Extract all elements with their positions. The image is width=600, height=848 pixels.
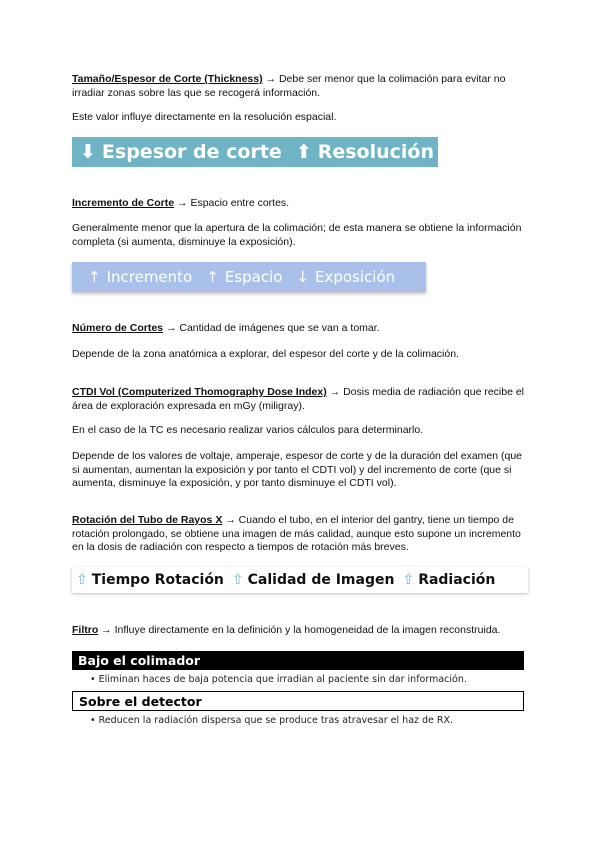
- rotation-paragraph: [72, 514, 532, 555]
- thickness-definition: Debe ser menor que la colimación para evitar no irradiar zonas sobre las que se recogerá información.: [72, 73, 506, 99]
- filter-arrow: →: [98, 624, 115, 636]
- banner-resolution-label: Resolución: [317, 141, 435, 163]
- banner-image-quality-label: Calidad de Imagen: [247, 572, 395, 588]
- rotation-banner: [72, 567, 528, 593]
- detector-filter-header: Sobre el detector: [72, 691, 524, 711]
- ctdi-note-1: En el caso de la TC es necesario realizar varios cálculos para determinarlo.: [72, 424, 424, 436]
- cuts-note: Depende de la zona anatómica a explorar, del espesor del corte y de la colimación.: [72, 348, 459, 360]
- banner-exposure-label: Exposición: [315, 268, 396, 286]
- banner-space-label: Espacio: [224, 268, 283, 286]
- increment-paragraph: [72, 197, 532, 211]
- banner-increment-label: Incremento: [106, 268, 193, 286]
- increment-note: Generalmente menor que la apertura de la colimación; de esta manera se obtiene la información completa (si aumenta, disminuye la exposición).: [72, 222, 522, 248]
- cuts-arrow: →: [163, 322, 180, 334]
- up-arrow-outline-icon: ⇧: [402, 572, 415, 588]
- up-arrow-icon: ↑: [88, 268, 101, 286]
- thickness-note: Este valor influye directamente en la resolución espacial.: [72, 111, 337, 123]
- filter-definition: Influye directamente en la definición y la homogeneidad de la imagen reconstruida.: [114, 624, 501, 636]
- increment-definition: Espacio entre cortes.: [190, 197, 290, 209]
- filter-term: Filtro: [72, 624, 99, 636]
- banner-radiation-label: Radiación: [418, 572, 496, 588]
- down-arrow-icon: ↓: [296, 268, 309, 286]
- increment-arrow: →: [174, 197, 191, 209]
- banner-thickness-label: Espesor de corte: [101, 141, 282, 163]
- collimator-filter-bullet: • Eliminan haces de baja potencia que irradian al paciente sin dar información.: [90, 674, 467, 685]
- ctdi-paragraph: [72, 386, 532, 413]
- thickness-resolution-banner: [72, 137, 438, 167]
- ctdi-note-2: Depende de los valores de voltaje, amperaje, espesor de corte y de la duración del examen (que si aumentan, aumentan la exposición y por tanto el CDTI vol) y del incremento de corte (que si aumenta, disminuye la exposición, y por tanto disminuye el CDTI vol).: [72, 450, 523, 489]
- ctdi-definition: Dosis media de radiación que recibe el área de exploración expresada en mGy (miligray).: [72, 386, 525, 412]
- filter-paragraph: [72, 624, 532, 638]
- thickness-paragraph: [72, 73, 532, 100]
- rotation-term: Rotación del Tubo de Rayos X: [72, 514, 223, 526]
- cuts-definition: Cantidad de imágenes que se van a tomar.: [179, 322, 380, 334]
- banner-rotation-time-label: Tiempo Rotación: [91, 572, 224, 588]
- rotation-arrow: →: [222, 514, 239, 526]
- ctdi-arrow: →: [326, 386, 344, 398]
- cuts-term: Número de Cortes: [72, 322, 164, 334]
- up-arrow-outline-icon: ⇧: [76, 572, 88, 588]
- up-arrow-icon: ↑: [206, 268, 219, 286]
- up-arrow-icon: ⬆: [295, 141, 312, 163]
- cuts-paragraph: [72, 322, 532, 336]
- detector-filter-bullet: • Reducen la radiación dispersa que se produce tras atravesar el haz de RX.: [90, 715, 454, 726]
- down-arrow-icon: ⬇: [80, 141, 96, 163]
- thickness-term: Tamaño/Espesor de Corte (Thickness): [72, 73, 263, 85]
- increment-term: Incremento de Corte: [72, 197, 175, 209]
- up-arrow-outline-icon: ⇧: [231, 572, 244, 588]
- increment-banner: [72, 262, 426, 292]
- collimator-filter-header: Bajo el colimador: [72, 651, 524, 670]
- rotation-definition: Cuando el tubo, en el interior del gantry, tiene un tiempo de rotación prolongado, se obtiene una imagen de más calidad, aunque esto supone un incremento en la dosis de radiación con respecto a tiempos de rotación más breves.: [72, 514, 521, 553]
- thickness-arrow: →: [262, 73, 279, 85]
- ctdi-term: CTDI Vol (Computerized Thomography Dose Index): [72, 386, 327, 398]
